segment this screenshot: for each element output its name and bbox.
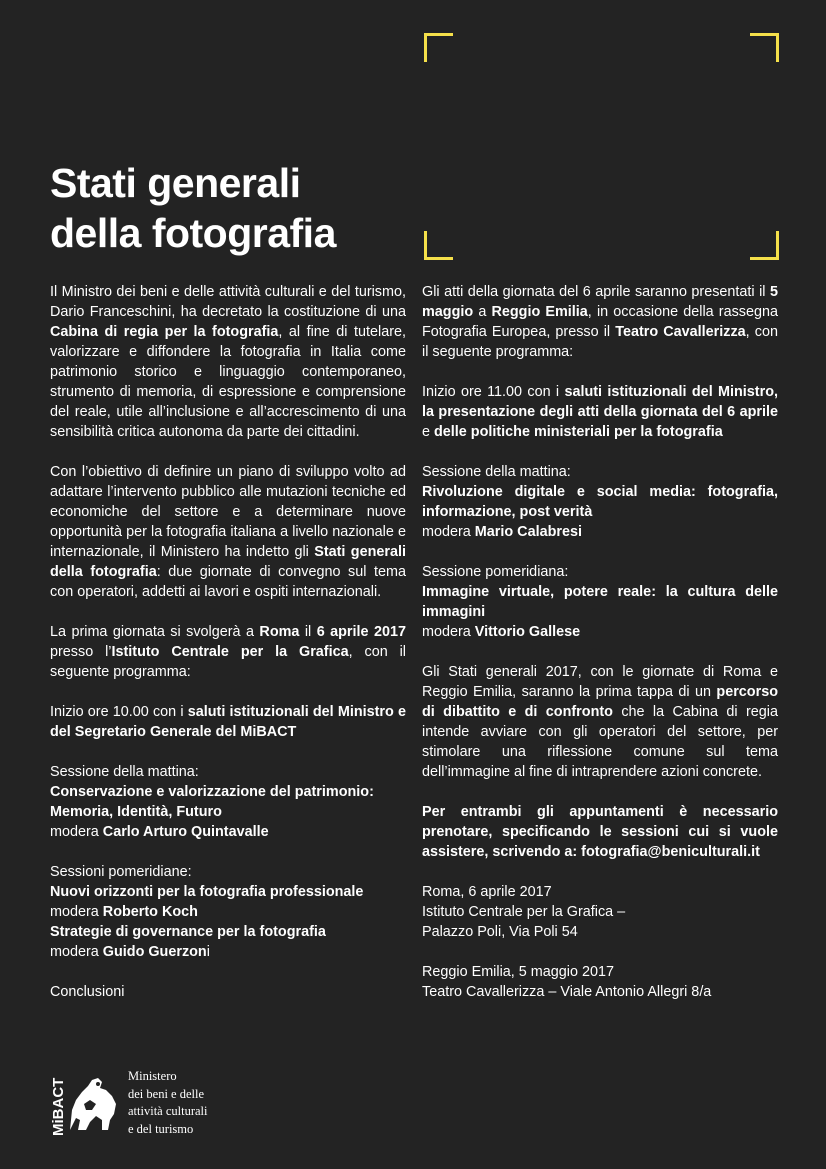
text: Istituto Centrale per la Grafica – (422, 904, 626, 920)
logo-line: dei beni e delle (128, 1086, 205, 1101)
booking-notice (422, 802, 778, 862)
moderator-line (50, 822, 406, 842)
moderator-name: Guido Guerzon (102, 944, 207, 960)
text: a (473, 304, 492, 320)
bold-text: Cabina di regia per la fotografia (50, 324, 279, 340)
intro-paragraph (50, 282, 406, 442)
text: e (422, 424, 435, 440)
session-title: Conservazione e valorizzazione del patrimonio: (50, 784, 374, 800)
text: La prima giornata si svolgerà a (50, 624, 260, 640)
moderator-line (50, 902, 406, 922)
moderator-line (50, 942, 406, 962)
text: Teatro Cavallerizza – Viale Antonio Allegri 8/a (422, 984, 712, 1000)
rome-opening-paragraph (50, 702, 406, 742)
reggio-afternoon-session (422, 562, 778, 642)
moderator-name: Roberto Koch (102, 904, 198, 920)
rome-morning-session (50, 762, 406, 842)
corner-bracket-top-left (424, 33, 453, 62)
bold-text: saluti istituzionali del Ministro e del Segretario Generale del MiBACT (50, 704, 407, 740)
bold-text: Per entrambi gli appuntamenti è necessario prenotare, specificando le sessioni cui si vuole assistere, scrivendo a: fotografia@beniculturali.it (422, 804, 778, 860)
session-label: Sessioni pomeridiane: (50, 864, 192, 880)
moderator-name: Mario Calabresi (474, 524, 582, 540)
corner-bracket-bottom-left (424, 231, 453, 260)
text: presso l’ (50, 644, 112, 660)
left-column (50, 282, 406, 1022)
bold-text: Teatro Cavallerizza (615, 324, 746, 340)
text: Reggio Emilia, 5 maggio 2017 (422, 964, 614, 980)
text: , in occasione della rassegna Fotografia Europea, presso il (422, 304, 778, 340)
logo-line: attività culturali (128, 1104, 208, 1118)
text: modera (50, 944, 103, 960)
objective-paragraph (50, 462, 406, 602)
rome-paragraph (50, 622, 406, 682)
page-title (50, 158, 336, 258)
reggio-venue (422, 962, 778, 1002)
text: , con il seguente programma: (422, 324, 778, 360)
moderator-line (422, 622, 778, 642)
bold-text: saluti istituzionali del Ministro, la presentazione degli atti della giornata del 6 aprile (422, 384, 778, 420)
closing-paragraph (422, 662, 778, 782)
text: i (206, 944, 210, 960)
text: , al fine di tutelare, valorizzare e diffondere la fotografia in Italia come patrimonio storico e linguaggio contemporaneo, strumento di memoria, di espressione e comprensione del reale, utile all’inclusione e all’accrescimento di una sensibilità critica autonoma da parte dei cittadini. (50, 324, 406, 440)
text: : due giornate di convegno sul tema con operatori, addetti ai lavori e ospiti internazionali. (50, 564, 406, 600)
session-title: Immagine virtuale, potere reale: la cultura delle immagini (422, 584, 778, 620)
logo-ministry-text (128, 1068, 208, 1138)
session-title: Rivoluzione digitale e social media: fotografia, informazione, post verità (422, 484, 778, 520)
text: Con l’obiettivo di definire un piano di sviluppo volto ad adattare l’intervento pubblico alle mutazioni tecniche ed economiche del settore e a determinare nuove opportunità per la fotografia italiana a livello nazionale e internazionale, il Ministero ha indetto gli (50, 464, 406, 560)
session-label: Sessione della mattina: (422, 464, 571, 480)
rome-afternoon-sessions (50, 862, 406, 962)
mibact-logo (50, 1068, 250, 1140)
session-label: Sessione della mattina: (50, 764, 199, 780)
bold-text: 5 maggio (422, 284, 778, 320)
conclusions: Conclusioni (50, 984, 125, 1000)
text: modera (50, 824, 103, 840)
bold-text: 6 aprile 2017 (316, 624, 406, 640)
session-title: Nuovi orizzonti per la fotografia professionale (50, 884, 364, 900)
text: modera (422, 524, 475, 540)
moderator-name: Carlo Arturo Quintavalle (102, 824, 269, 840)
session-title: Strategie di governance per la fotografia (50, 924, 326, 940)
reggio-paragraph (422, 282, 778, 362)
bold-text: percorso di dibattito e di confronto (422, 684, 778, 720)
bold-text: Istituto Centrale per la Grafica (111, 644, 349, 660)
rome-venue (422, 882, 778, 942)
text: Inizio ore 11.00 con i (422, 384, 565, 400)
corner-bracket-top-right (750, 33, 779, 62)
logo-line: Ministero (128, 1069, 177, 1083)
horse-sculpture-icon (50, 1070, 120, 1138)
bold-text: Stati generali della fotografia (50, 544, 406, 580)
moderator-line (422, 522, 778, 542)
logo-acronym: MiBACT (50, 1077, 67, 1136)
reggio-opening-paragraph (422, 382, 778, 442)
session-label: Sessione pomeridiana: (422, 564, 569, 580)
text: modera (422, 624, 475, 640)
right-column (422, 282, 778, 1022)
logo-line: e del turismo (128, 1121, 194, 1136)
text: il (299, 624, 317, 640)
bold-text: Roma (259, 624, 300, 640)
title-line-2: della fotografia (50, 210, 336, 256)
reggio-morning-session (422, 462, 778, 542)
title-line-1: Stati generali (50, 160, 301, 206)
text: Gli atti della giornata del 6 aprile saranno presentati il (422, 284, 770, 300)
text: Palazzo Poli, Via Poli 54 (422, 924, 578, 940)
corner-bracket-bottom-right (750, 231, 779, 260)
session-title: Memoria, Identità, Futuro (50, 804, 222, 820)
text: Inizio ore 10.00 con i (50, 704, 188, 720)
text: Il Ministro dei beni e delle attività culturali e del turismo, Dario Franceschini, ha decretato la costituzione di una (50, 284, 406, 320)
bold-text: Reggio Emilia (491, 304, 588, 320)
text: , con il seguente programma: (50, 644, 406, 680)
text: modera (50, 904, 103, 920)
moderator-name: Vittorio Gallese (474, 624, 581, 640)
text: che la Cabina di regia intende avviare con gli operatori del settore, per stimolare una riflessione comune sul tema dell’immagine al fine di intraprendere azioni concrete. (422, 704, 778, 780)
text: Gli Stati generali 2017, con le giornate di Roma e Reggio Emilia, saranno la prima tappa di un (422, 664, 778, 700)
bold-text: delle politiche ministeriali per la fotografia (434, 424, 723, 440)
text: Roma, 6 aprile 2017 (422, 884, 552, 900)
